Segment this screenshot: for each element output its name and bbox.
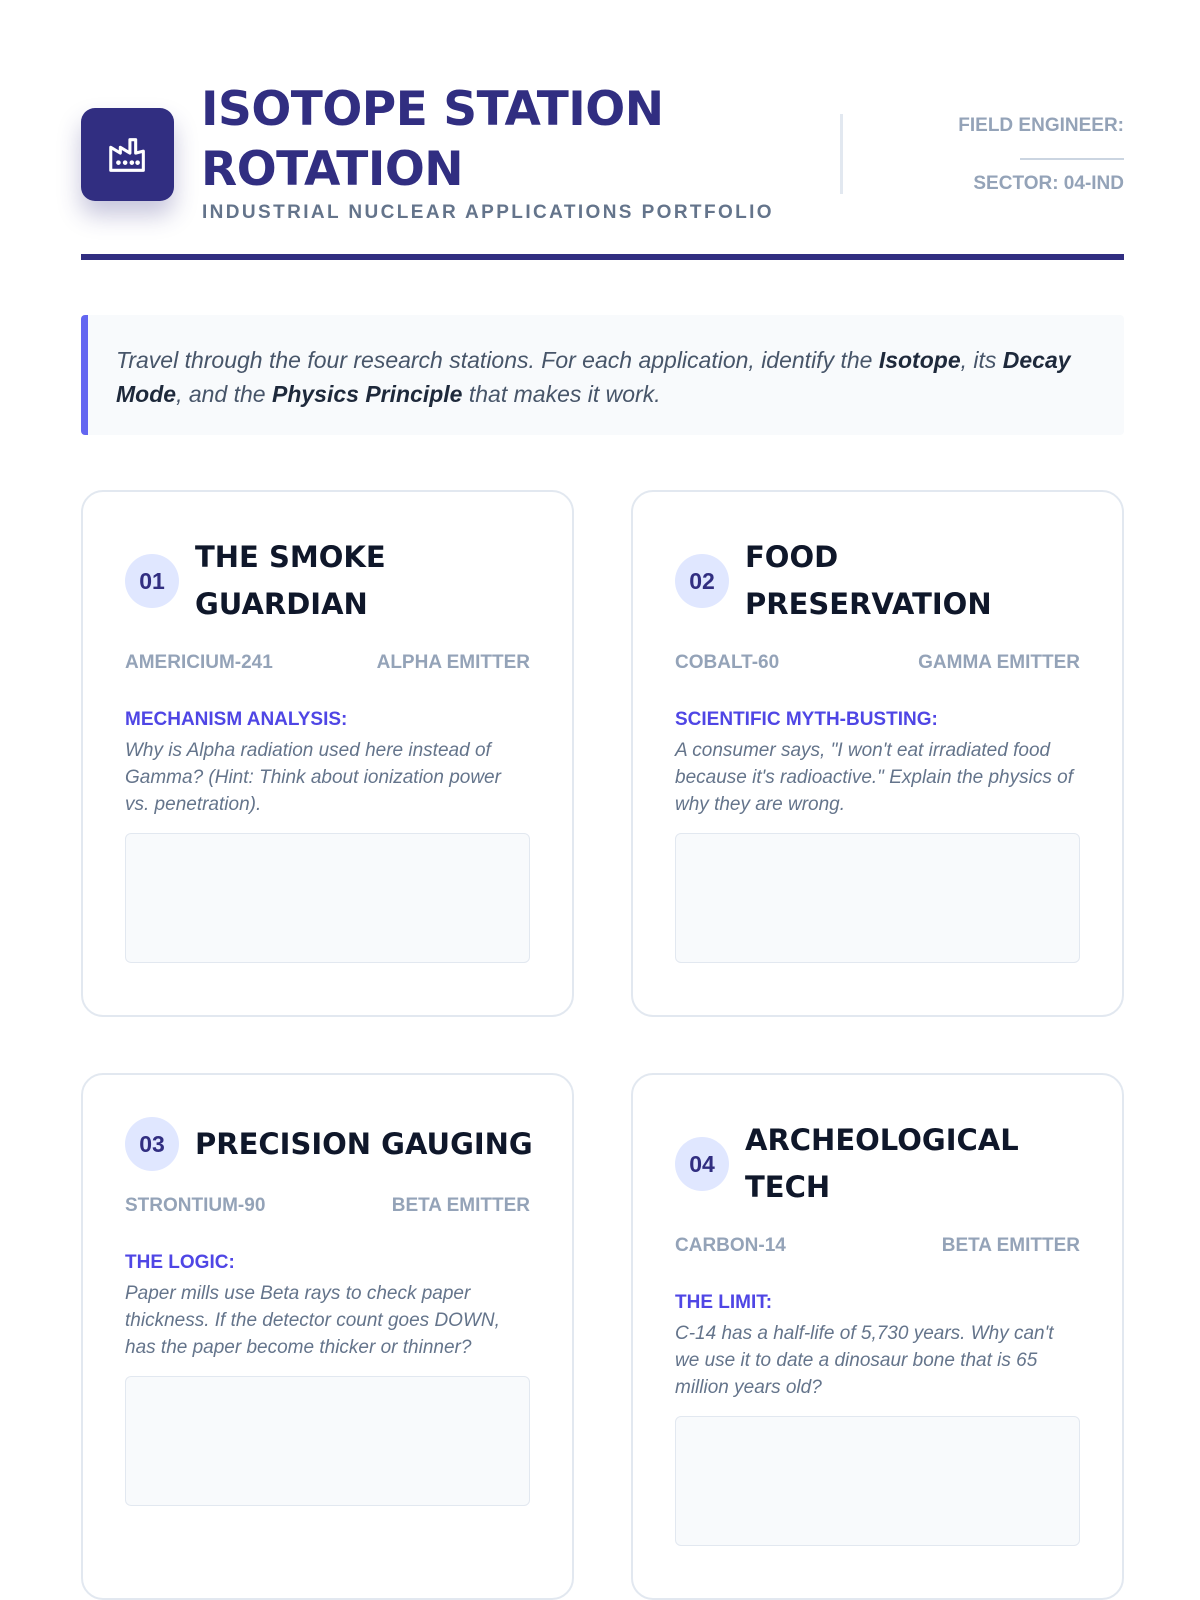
worksheet-header <box>81 80 1124 255</box>
isotope-tag: COBALT-60 <box>675 652 780 673</box>
question-label: MECHANISM ANALYSIS: <box>125 709 348 730</box>
station-number-badge: 02 <box>675 554 729 608</box>
intro-text: , and the <box>176 381 272 407</box>
engineer-info <box>864 114 1124 196</box>
logo-badge <box>81 108 174 201</box>
intro-isotope: Isotope <box>878 347 961 373</box>
station-card-2 <box>631 490 1124 1017</box>
emitter-tag: ALPHA EMITTER <box>376 652 530 673</box>
factory-icon <box>105 132 151 178</box>
question-text: Paper mills use Beta rays to check paper thickness. If the detector count goes DOWN, has the paper become thicker or thinner? <box>125 1283 500 1358</box>
isotope-tag: AMERICIUM-241 <box>125 652 273 673</box>
instructions-callout <box>81 315 1124 435</box>
station-title: ARCHEOLOGICAL TECH <box>745 1123 1019 1204</box>
answer-box[interactable] <box>675 833 1080 963</box>
field-engineer-label: FIELD ENGINEER: <box>958 115 1124 136</box>
station-card-4 <box>631 1073 1124 1600</box>
station-title: THE SMOKE GUARDIAN <box>195 540 386 621</box>
header-divider <box>840 114 843 194</box>
station-number-badge: 04 <box>675 1137 729 1191</box>
intro-text: that makes it work. <box>462 381 661 407</box>
answer-box[interactable] <box>675 1416 1080 1546</box>
intro-decay-mode: Decay Mode <box>116 347 1071 407</box>
station-card-1 <box>81 490 574 1017</box>
emitter-tag: BETA EMITTER <box>391 1195 530 1216</box>
question-label: SCIENTIFIC MYTH-BUSTING: <box>675 709 938 730</box>
intro-physics-principle: Physics Principle <box>271 381 463 407</box>
station-card-3 <box>81 1073 574 1600</box>
isotope-tag: CARBON-14 <box>675 1235 786 1256</box>
field-engineer-blank[interactable] <box>1020 158 1124 160</box>
header-rule <box>81 254 1124 260</box>
question-label: THE LOGIC: <box>125 1252 235 1273</box>
question-text: A consumer says, "I won't eat irradiated food because it's radioactive." Explain the physics of why they are wrong. <box>675 740 1073 815</box>
station-number-badge: 03 <box>125 1117 179 1171</box>
sector-label: SECTOR: 04-IND <box>973 173 1124 194</box>
question-text: C-14 has a half-life of 5,730 years. Why can't we use it to date a dinosaur bone that is 65 million years old? <box>675 1323 1054 1398</box>
answer-box[interactable] <box>125 833 530 963</box>
page-subtitle: INDUSTRIAL NUCLEAR APPLICATIONS PORTFOLIO <box>202 202 774 223</box>
page-title: ISOTOPE STATION ROTATION <box>201 82 664 197</box>
intro-text: Travel through the four research stations. For each application, identify the <box>116 347 879 373</box>
question-text: Why is Alpha radiation used here instead of Gamma? (Hint: Think about ionization power vs. penetration). <box>125 740 501 815</box>
station-number-badge: 01 <box>125 554 179 608</box>
emitter-tag: GAMMA EMITTER <box>918 652 1080 673</box>
station-title: FOOD PRESERVATION <box>745 540 992 621</box>
answer-box[interactable] <box>125 1376 530 1506</box>
isotope-tag: STRONTIUM-90 <box>125 1195 266 1216</box>
intro-text: , its <box>960 347 1003 373</box>
emitter-tag: BETA EMITTER <box>941 1235 1080 1256</box>
station-title: PRECISION GAUGING <box>195 1126 533 1161</box>
question-label: THE LIMIT: <box>675 1292 773 1313</box>
